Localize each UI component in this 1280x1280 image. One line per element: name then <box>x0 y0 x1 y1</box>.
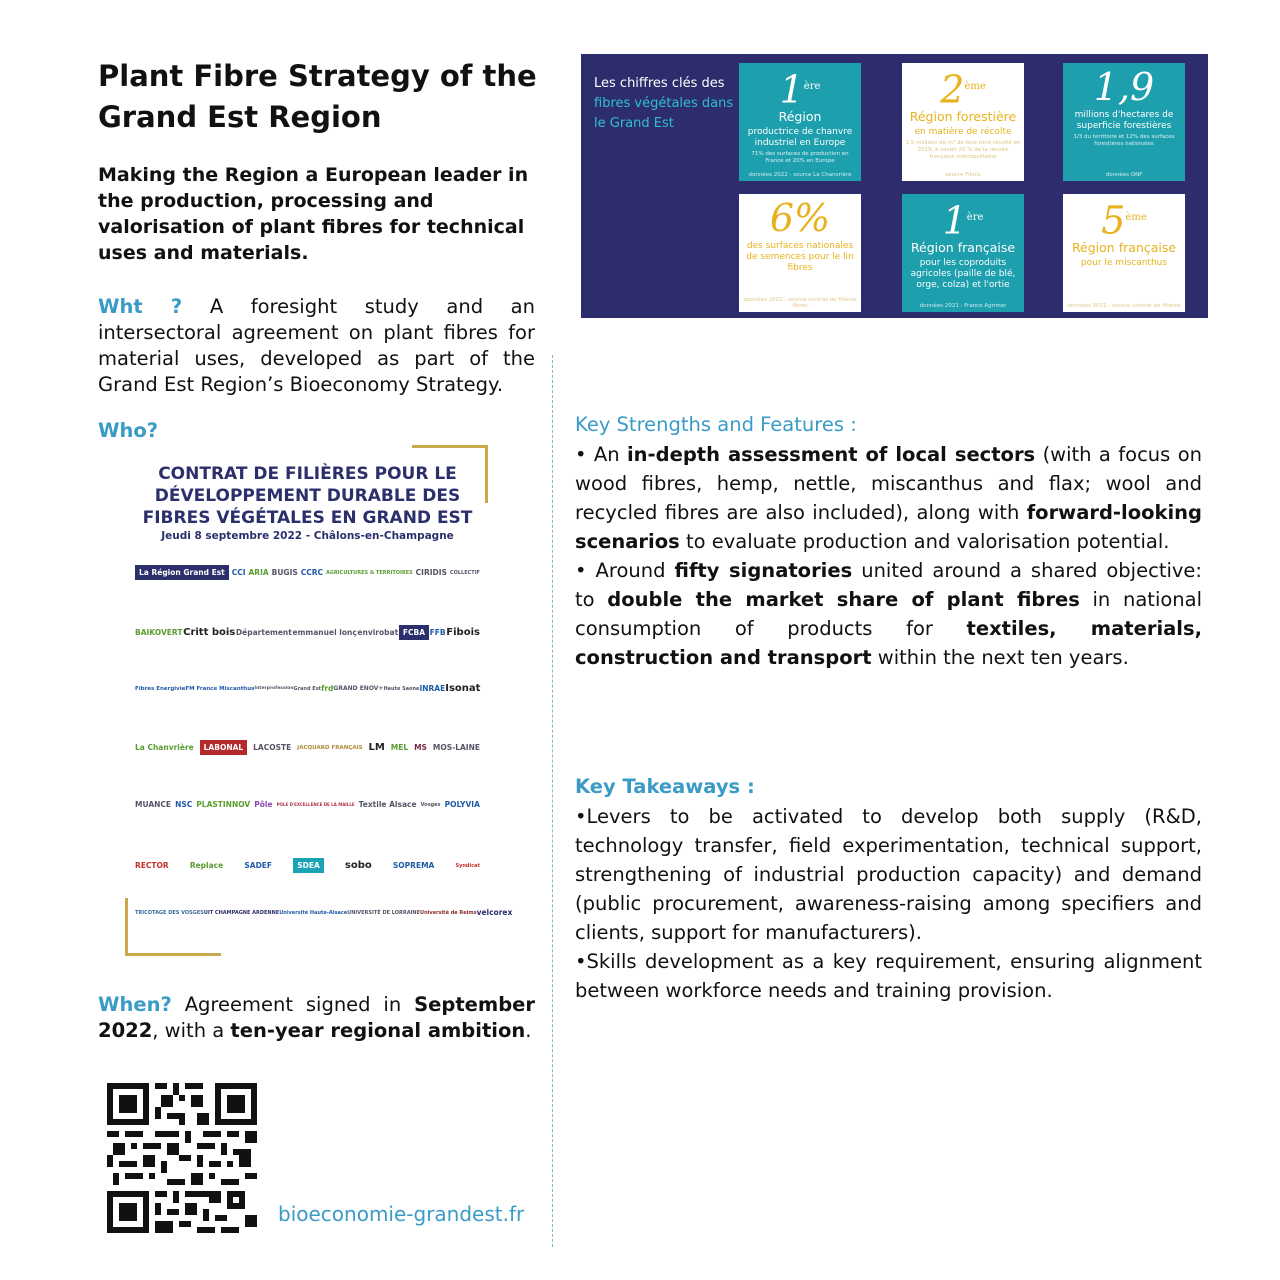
logo: Fibres Energivie <box>135 685 186 692</box>
stat-desc: millions d'hectares de superficie forestières <box>1074 110 1174 131</box>
logo: BUGIS <box>271 568 298 577</box>
logo: COLLECTIF <box>449 569 480 576</box>
logo-row <box>135 740 480 755</box>
stat-tile <box>902 194 1024 312</box>
stat-tile <box>902 63 1024 181</box>
when-section <box>98 992 535 1044</box>
stat-desc: pour le miscanthus <box>1080 257 1168 268</box>
when-text: Agreement signed in <box>171 993 415 1016</box>
logo: RECTOR <box>135 861 169 870</box>
when-text: , with a <box>152 1019 231 1042</box>
logo: PLASTINNOV <box>196 800 251 809</box>
logo: Vosges <box>420 801 441 808</box>
contract-date: Jeudi 8 septembre 2022 - Châlons-en-Champagne <box>161 530 454 542</box>
strengths-body <box>575 440 1202 672</box>
logo: INRAE <box>419 684 446 693</box>
logo: BAIKOVERT <box>135 628 183 637</box>
logo: frd <box>321 684 334 693</box>
stat-note: 1,5 millions de m³ de bois rond récolté en 2019, à savoir 20 % de la récolte française métropolitaine <box>905 139 1021 160</box>
stat-value: 1ère <box>942 198 984 243</box>
what-text: A foresight study and an intersectoral agreement on plant fibres for material uses, developed as part of the Grand Est Region’s Bioeconomy Strategy. <box>98 295 535 396</box>
column-divider <box>552 355 553 1247</box>
stat-heading: Région française <box>910 239 1016 255</box>
logo: MOS-LAINE <box>432 743 480 752</box>
stat-tile <box>1063 63 1185 181</box>
logo: LM <box>368 742 385 753</box>
stat-tile <box>739 63 861 181</box>
logo: Pôle <box>254 800 273 809</box>
when-label: When? <box>98 993 172 1016</box>
takeaways-heading: Key Takeaways : <box>575 775 755 798</box>
stat-desc: en matière de récolte <box>914 126 1012 137</box>
when-date: September 2022 <box>98 993 535 1042</box>
stat-heading: Région forestière <box>909 108 1017 124</box>
stat-heading: Région française <box>1071 239 1177 255</box>
logo-row <box>135 908 513 917</box>
when-text: . <box>525 1019 532 1042</box>
page-subtitle: Making the Region a European leader in the production, processing and valorisation of plant fibres for technical uses and materials. <box>98 164 529 264</box>
strengths-heading: Key Strengths and Features : <box>575 413 857 436</box>
stat-tile <box>1063 194 1185 312</box>
logo: La Chanvrière <box>135 743 194 752</box>
key-figures-panel <box>581 54 1208 318</box>
takeaways-body <box>575 802 1202 1005</box>
stat-value: 1,9 <box>1093 65 1155 109</box>
stat-source: données ONF <box>1105 172 1143 178</box>
logo: GRAND ENOV+ <box>333 685 384 692</box>
stat-desc: des surfaces nationales de semences pour le lin fibres <box>746 241 854 273</box>
logo-row <box>135 565 480 580</box>
logo: sobo <box>344 860 372 871</box>
stat-desc: pour les coproduits agricoles (paille de blé, orge, colza) et l'ortie <box>910 257 1016 290</box>
logo: MUANCE <box>135 800 172 809</box>
gold-corner-bottom-left <box>125 898 221 956</box>
qr-code[interactable] <box>107 1083 257 1233</box>
panel-intro-text: Les chiffres clés des <box>594 76 725 91</box>
logo: CIRIDIS <box>415 568 447 577</box>
stat-value: 2ème <box>940 67 986 112</box>
logo: UNIVERSITÉ DE LORRAINE <box>347 909 421 916</box>
logo: AGRICULTURES & TERRITOIRES <box>325 569 413 576</box>
logo: LACOSTE <box>253 743 292 752</box>
logo: CCI <box>231 568 246 577</box>
logo: SDEA <box>293 858 324 873</box>
logo: Fibois <box>446 627 480 638</box>
stat-note: 71% des surfaces de production en France et 20% en Europe <box>751 150 849 164</box>
logo-row <box>135 800 480 809</box>
strength-item: • Around fifty signatories united around a shared objective: to double the market share of plant fibres in national consumption of products for textiles, materials, construction and transport within the next ten years. <box>575 559 1203 669</box>
stat-value: 5ème <box>1101 198 1147 243</box>
logo: UIT CHAMPAGNE ARDENNE <box>203 909 280 916</box>
what-section <box>98 294 535 398</box>
stat-source: données 2022 - source contrat de filières fibres <box>743 297 857 309</box>
logo: LABONAL <box>200 740 248 755</box>
logo: Isonat <box>445 683 481 694</box>
logo-row <box>135 625 480 640</box>
logo: Syndicat <box>455 862 480 869</box>
stat-note: 1/3 du territoire et 12% des surfaces forestières nationales <box>1073 134 1175 147</box>
logo: Université de Reims <box>420 909 477 916</box>
stat-source: source Fibois <box>945 172 981 178</box>
logo: ARIA <box>248 568 269 577</box>
logo: Département <box>235 628 292 637</box>
stat-source: données 2022 - source contrat de filières <box>1067 303 1181 309</box>
logo: Grand Est <box>293 685 322 692</box>
stat-value: 1ère <box>779 67 821 112</box>
logo-row <box>135 683 480 694</box>
logo: FM France Miscanthus <box>185 685 255 692</box>
panel-intro-highlight: fibres végétales dans le Grand Est <box>594 96 734 131</box>
logo: La Région Grand Est <box>135 565 229 580</box>
logo: Textile Alsace <box>358 800 417 809</box>
logo: envirobat <box>357 628 399 637</box>
stat-tile <box>739 194 861 312</box>
logo: Haute Saone <box>383 685 420 692</box>
website-link[interactable]: bioeconomie-grandest.fr <box>278 1202 525 1226</box>
strength-item: • An in-depth assessment of local sectors (with a focus on wood fibres, hemp, nettle, miscanthus and flax; wool and recycled fibres are also included), along with forward-looking scenarios to evaluate production and valorisation potential. <box>575 443 1202 553</box>
what-label: Wht ? <box>98 295 183 318</box>
takeaway-item: •Levers to be activated to develop both supply (R&D, technology transfer, field experimentation, technical support, strengthening of industrial production capacity) and demand (public procurement, awareness-raising among specifiers and clients, support for manufacturers). <box>575 805 1202 944</box>
takeaway-item: •Skills development as a key requirement, ensuring alignment between workforce needs and training provision. <box>575 950 1202 1002</box>
logo: POLYVIA <box>444 800 480 809</box>
who-label: Who? <box>98 419 159 442</box>
logo: MEL <box>390 743 409 752</box>
logo: FFB <box>429 628 446 637</box>
panel-intro <box>594 74 734 134</box>
logo: CCRC <box>300 568 324 577</box>
logo: JACQUARD FRANÇAIS <box>297 744 363 751</box>
stat-desc: productrice de chanvre industriel en Europe <box>747 126 853 148</box>
stat-source: données 2022 - source La Chanvrière <box>748 172 852 178</box>
stat-heading: Région <box>778 108 822 124</box>
logo: Université Haute-Alsace <box>279 909 348 916</box>
logo: FCBA <box>399 625 429 640</box>
logo: Replace <box>189 861 224 870</box>
logo-row <box>135 858 480 873</box>
stat-source: données 2021 - France Agrimer <box>919 303 1007 309</box>
logo: SADEF <box>244 861 273 870</box>
logo: velcorex <box>476 908 513 917</box>
when-ambition: ten-year regional ambition <box>230 1019 526 1042</box>
logo: NSC <box>175 800 193 809</box>
logo: POLE D'EXCELLENCE DE LA MAILLE <box>276 802 355 807</box>
page-title: Plant Fibre Strategy of the Grand Est Region <box>98 59 537 134</box>
logo: SOPREMA <box>392 861 435 870</box>
logo: emmanuel lonç <box>292 628 357 637</box>
logo: Critt bois <box>183 627 236 638</box>
logo: TRICOTAGE DES VOSGES <box>135 909 204 916</box>
logo: Interprofession <box>254 686 294 691</box>
contract-title: CONTRAT DE FILIÈRES POUR LE DÉVELOPPEMENT DURABLE DES FIBRES VÉGÉTALES EN GRAND EST <box>142 464 473 528</box>
stat-value: 6% <box>769 196 831 240</box>
logo: MS <box>414 743 427 752</box>
